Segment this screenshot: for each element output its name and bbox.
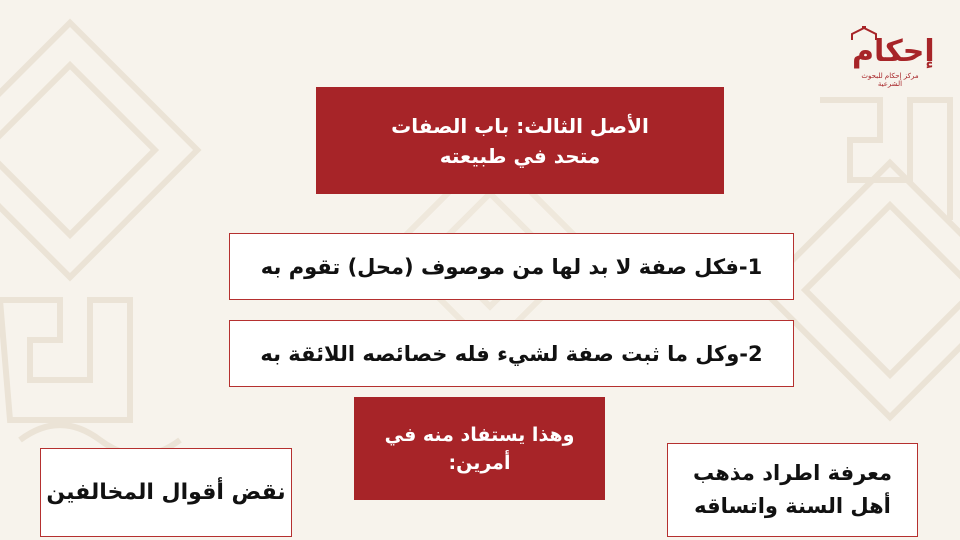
benefit-label: وهذا يستفاد منه في أمرين:: [384, 423, 575, 474]
slide-title-box: [316, 87, 724, 194]
outcome-box-right: [667, 443, 918, 537]
point-text-1: 1-فكل صفة لا بد لها من موصوف (محل) تقوم به: [260, 254, 763, 279]
point-box-2: [229, 320, 794, 387]
logo-wordmark: إحكام: [852, 34, 935, 69]
point-text-2: 2-وكل ما ثبت صفة لشيء فله خصائصه اللائقة به: [260, 341, 763, 366]
benefit-box: [354, 397, 605, 500]
outcome-left-text: نقض أقوال المخالفين: [46, 480, 286, 505]
point-box-1: [229, 233, 794, 300]
logo-subtitle: مركز إحكام للبحوث الشرعية: [861, 72, 919, 88]
outcome-right-text: معرفة اطراد مذهب أهل السنة واتساقه: [693, 461, 892, 518]
logo: [846, 22, 935, 92]
slide-title: الأصل الثالث: باب الصفات متحد في طبيعته: [391, 113, 649, 168]
outcome-box-left: [40, 448, 292, 537]
